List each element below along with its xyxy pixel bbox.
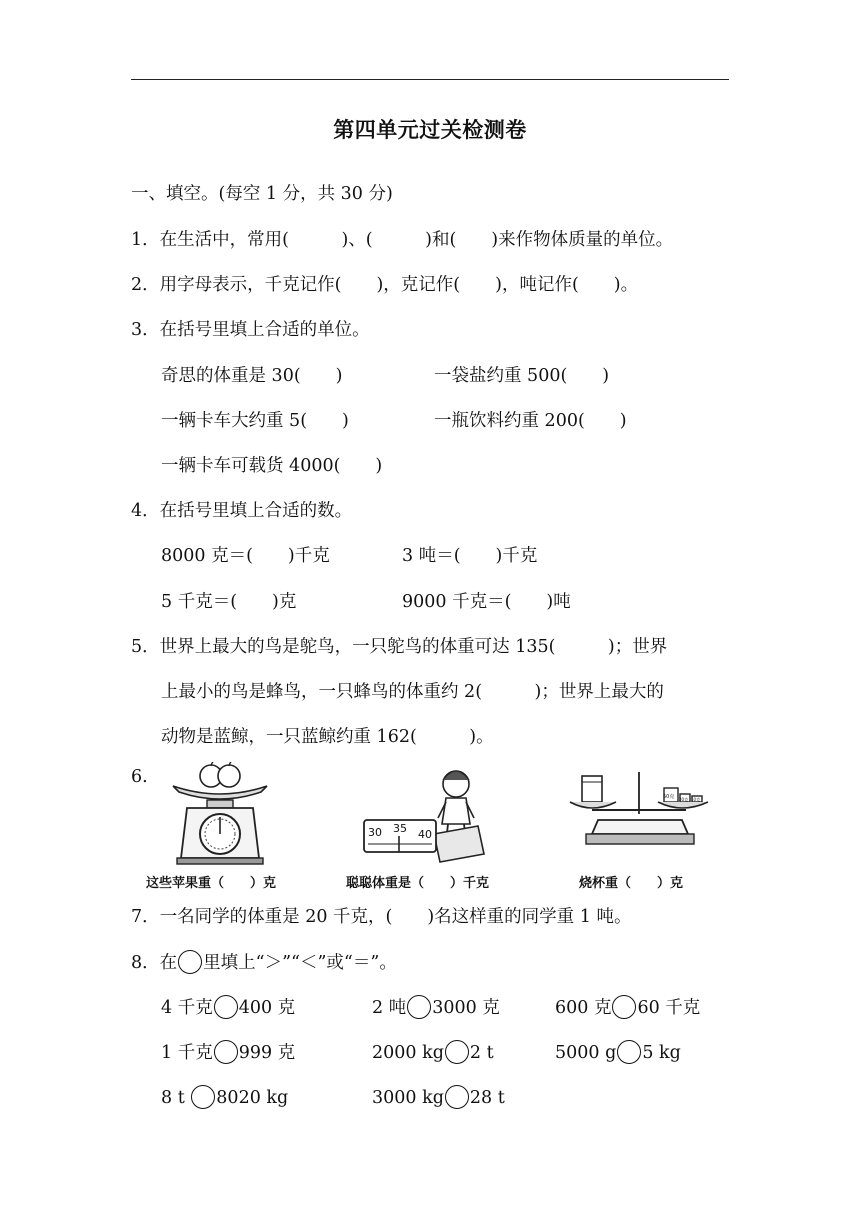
compare-item: 2000 kg 2 t (372, 1040, 494, 1065)
weight-label-20g: 20克 (679, 797, 689, 802)
compare-item: 1 千克 999 克 (161, 1040, 295, 1065)
question-3d: 一瓶饮料约重 200( ) (434, 411, 627, 431)
header-rule (131, 79, 729, 80)
compare-circle-icon (178, 950, 202, 974)
body-scale-image (362, 762, 487, 868)
question-4a: 8000 克＝( )千克 (161, 546, 330, 566)
question-3c: 一辆卡车大约重 5( ) (161, 411, 349, 431)
compare-item: 3000 kg 28 t (372, 1085, 505, 1110)
q8-stem-post: 里填上“＞”“＜”或“＝”。 (203, 953, 397, 973)
answer-circle[interactable] (407, 995, 431, 1019)
answer-circle[interactable] (214, 1040, 238, 1064)
question-7: 7．一名同学的体重是 20 千克，( )名这样重的同学重 1 吨。 (131, 907, 632, 927)
section-heading: 一、填空。(每空 1 分，共 30 分) (131, 184, 393, 204)
question-4b: 3 吨＝( )千克 (402, 546, 538, 566)
scale-label-30: 30 (368, 826, 382, 839)
question-5-line-3: 动物是蓝鲸，一只蓝鲸约重 162( )。 (161, 727, 494, 747)
question-3a: 奇思的体重是 30( ) (161, 366, 343, 386)
question-3-stem: 3．在括号里填上合适的单位。 (131, 320, 370, 340)
caption-beaker-weight: 烧杯重（ ）克 (579, 876, 684, 891)
question-5-line-2: 上最小的鸟是蜂鸟，一只蜂鸟的体重约 2( )；世界上最大的 (161, 682, 664, 702)
question-1: 1．在生活中，常用( )、( )和( )来作物体质量的单位。 (131, 230, 674, 250)
answer-circle[interactable] (191, 1085, 215, 1109)
answer-circle[interactable] (617, 1040, 641, 1064)
question-4-stem: 4．在括号里填上合适的数。 (131, 501, 353, 521)
compare-item: 8 t 8020 kg (161, 1085, 288, 1110)
weight-label-50g: 50克 (663, 794, 675, 800)
answer-circle[interactable] (445, 1085, 469, 1109)
scale-label-35: 35 (393, 822, 407, 835)
balance-scale-image (568, 770, 718, 868)
answer-circle[interactable] (214, 995, 238, 1019)
q8-stem-pre: 8．在 (131, 953, 178, 973)
question-4d: 9000 千克＝( )吨 (402, 592, 571, 612)
page-title: 第四单元过关检测卷 (333, 118, 527, 142)
question-6-number: 6. (131, 767, 148, 787)
apple-scale-image (165, 762, 275, 868)
question-3e: 一辆卡车可载货 4000( ) (161, 456, 383, 476)
weight-label-10g: 10克 (691, 797, 701, 802)
question-3b: 一袋盐约重 500( ) (434, 366, 610, 386)
question-2: 2．用字母表示，千克记作( )，克记作( )，吨记作( )。 (131, 275, 639, 295)
caption-body-weight: 聪聪体重是（ ）千克 (346, 876, 490, 891)
caption-apple-weight: 这些苹果重（ ）克 (146, 876, 277, 891)
compare-item: 4 千克 400 克 (161, 995, 295, 1020)
compare-item: 2 吨 3000 克 (372, 995, 500, 1020)
answer-circle[interactable] (612, 995, 636, 1019)
question-4c: 5 千克＝( )克 (161, 592, 297, 612)
compare-item: 5000 g 5 kg (555, 1040, 681, 1065)
question-8-stem (131, 950, 397, 975)
compare-item: 600 克 60 千克 (555, 995, 700, 1020)
answer-circle[interactable] (445, 1040, 469, 1064)
question-5-line-1: 5．世界上最大的鸟是鸵鸟，一只鸵鸟的体重可达 135( )；世界 (131, 637, 668, 657)
scale-label-40: 40 (418, 828, 432, 841)
